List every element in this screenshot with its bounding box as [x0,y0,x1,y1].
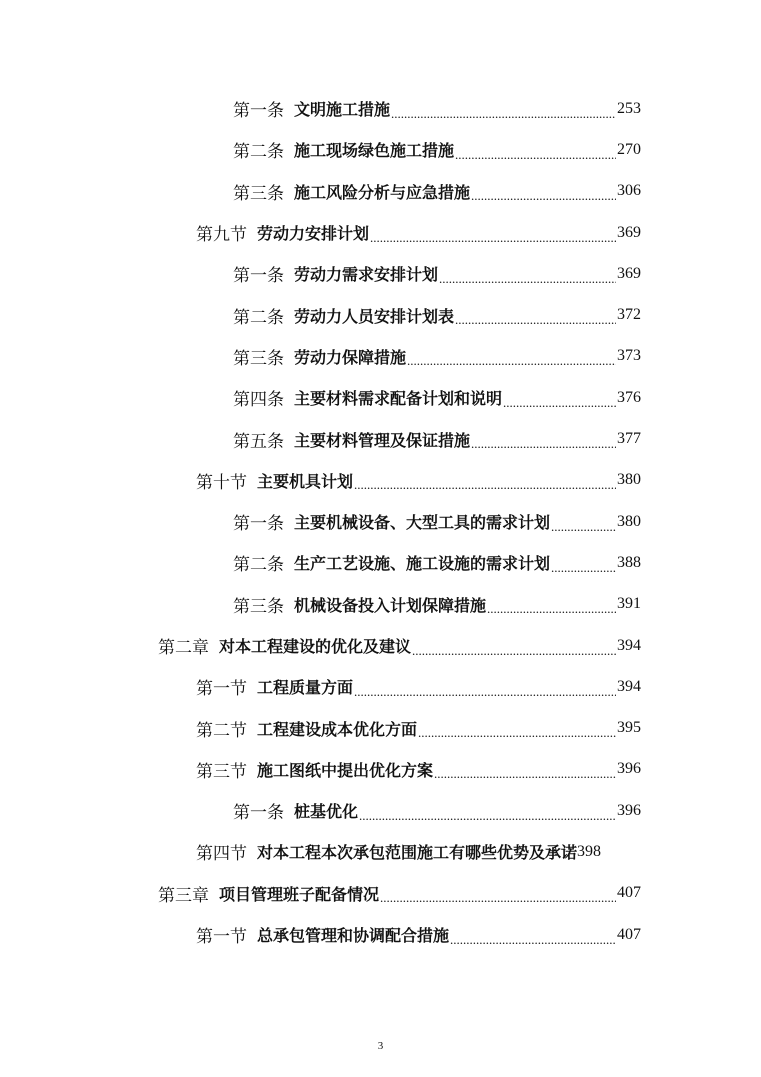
toc-entry-page: 394 [617,677,641,695]
toc-entry[interactable] [0,914,761,955]
toc-entry-page: 380 [617,512,641,530]
toc-entry-number: 第二条 [233,307,284,327]
toc-dot-leader [412,643,616,657]
toc-dot-leader [551,519,616,533]
toc-entry-title: 主要材料需求配备计划和说明 [294,389,503,409]
toc-entry-title: 施工现场绿色施工措施 [294,141,455,161]
toc-entry[interactable] [0,831,761,872]
toc-entry[interactable] [0,790,761,831]
toc-dot-leader [354,684,616,698]
toc-entry-title: 工程建设成本优化方面 [257,719,418,739]
toc-entry[interactable] [0,542,761,583]
toc-entry-title: 劳动力安排计划 [257,224,370,244]
toc-entry-page: 407 [617,884,641,902]
toc-entry-page: 253 [617,99,641,117]
toc-entry-number: 第五条 [233,431,284,451]
toc-dot-leader [471,188,616,202]
toc-entry-page: 369 [617,223,641,241]
toc-entry-number: 第三条 [233,348,284,368]
toc-entry-page: 306 [617,182,641,200]
toc-entry[interactable] [0,666,761,707]
toc-entry-number: 第三条 [233,596,284,616]
toc-entry-page: 394 [617,636,641,654]
toc-entry-number: 第一条 [233,266,284,286]
toc-entry[interactable] [0,749,761,790]
toc-entry-title: 施工图纸中提出优化方案 [257,760,434,780]
toc-dot-leader [370,230,616,244]
toc-entry-title: 主要材料管理及保证措施 [294,430,471,450]
toc-entry-number: 第九节 [196,225,247,245]
toc-entry-title: 对本工程本次承包范围施工有哪些优势及承诺 [257,843,578,863]
toc-entry-page: 388 [617,553,641,571]
toc-entry-title: 劳动力人员安排计划表 [294,306,455,326]
toc-entry-page: 395 [617,719,641,737]
toc-entry-number: 第三节 [196,761,247,781]
toc-entry[interactable] [0,171,761,212]
toc-entry-page: 407 [617,925,641,943]
toc-entry-page: 373 [617,347,641,365]
toc-entry-page: 391 [617,595,641,613]
toc-entry[interactable] [0,336,761,377]
toc-entry[interactable] [0,88,761,129]
toc-entry-page: 372 [617,306,641,324]
toc-entry-title: 工程质量方面 [257,678,354,698]
toc-dot-leader [450,932,616,946]
toc-entry-number: 第二章 [158,638,209,657]
toc-entry[interactable] [0,129,761,170]
toc-entry[interactable] [0,625,761,666]
toc-entry[interactable] [0,212,761,253]
toc-dot-leader [455,312,616,326]
toc-entry-title: 对本工程建设的优化及建议 [219,637,412,656]
toc-entry-number: 第二条 [233,555,284,575]
toc-entry-page: 398 [577,842,602,860]
toc-entry-number: 第一条 [233,101,284,121]
toc-entry[interactable] [0,501,761,542]
toc-dot-leader [434,766,616,780]
toc-dot-leader [487,601,616,615]
toc-dot-leader [439,271,616,285]
toc-entry-title: 主要机械设备、大型工具的需求计划 [294,513,551,533]
toc-entry-number: 第三条 [233,183,284,203]
toc-entry-title: 机械设备投入计划保障措施 [294,595,487,615]
toc-dot-leader [391,106,616,120]
toc-entry[interactable] [0,253,761,294]
toc-entry-number: 第一节 [196,679,247,699]
toc-entry[interactable] [0,377,761,418]
toc-entry-title: 项目管理班子配备情况 [219,884,380,904]
toc-entry-title: 劳动力需求安排计划 [294,265,439,285]
toc-entry[interactable] [0,418,761,459]
table-of-contents [0,88,761,955]
toc-entry-title: 施工风险分析与应急措施 [294,182,471,202]
toc-entry-page: 380 [617,471,641,489]
toc-entry-title: 主要机具计划 [257,471,354,491]
toc-entry-page: 396 [617,760,641,778]
toc-entry-title: 桩基优化 [294,802,359,822]
toc-dot-leader [359,808,616,822]
toc-dot-leader [503,395,616,409]
toc-entry-number: 第四条 [233,390,284,410]
toc-entry-number: 第一条 [233,514,284,534]
toc-dot-leader [418,725,616,739]
toc-entry-title: 文明施工措施 [294,100,391,120]
toc-entry-number: 第四节 [196,844,247,864]
toc-entry-title: 劳动力保障措施 [294,347,407,367]
toc-entry-number: 第三章 [158,885,209,905]
toc-entry-title: 生产工艺设施、施工设施的需求计划 [294,554,551,574]
toc-dot-leader [380,890,616,904]
toc-dot-leader [471,436,616,450]
toc-dot-leader [407,353,616,367]
toc-entry-title: 总承包管理和协调配合措施 [257,926,450,946]
toc-dot-leader [455,147,616,161]
page-number: 3 [377,1040,384,1052]
toc-entry-page: 369 [617,264,641,282]
toc-entry-number: 第一节 [196,927,247,947]
toc-entry[interactable] [0,584,761,625]
toc-entry[interactable] [0,460,761,501]
toc-entry-page: 396 [617,801,641,819]
toc-dot-leader [354,477,616,491]
toc-entry-number: 第十节 [196,472,247,492]
toc-entry-page: 270 [617,140,641,158]
toc-entry-number: 第二节 [196,720,247,740]
toc-entry-number: 第一条 [233,803,284,823]
toc-entry-page: 376 [617,388,641,406]
toc-entry[interactable] [0,873,761,914]
toc-entry[interactable] [0,707,761,748]
toc-dot-leader [551,560,616,574]
toc-entry[interactable] [0,294,761,335]
toc-entry-page: 377 [617,430,641,448]
toc-entry-number: 第二条 [233,142,284,162]
